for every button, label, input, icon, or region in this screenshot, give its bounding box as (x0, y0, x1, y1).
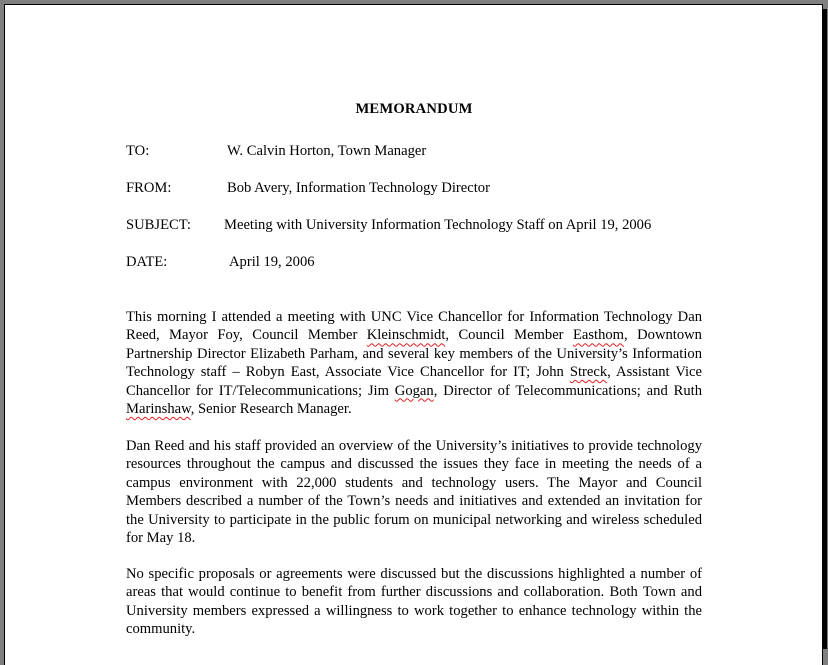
to-value: W. Calvin Horton, Town Manager (227, 143, 427, 159)
spell-flagged-word[interactable]: Kleinschmidt (366, 327, 446, 344)
date-value: April 19, 2006 (229, 254, 315, 270)
to-label: TO: (126, 143, 150, 159)
document-page[interactable] (4, 4, 823, 665)
spell-flagged-word[interactable]: Easthom (572, 327, 625, 344)
paragraph-1: This morning I attended a meeting with UNC Vice Chancellor for Information Technology Dan Reed, Mayor Foy, Council Member Kleinschmidt, Council Member Easthom, Downtown Partnership Director Elizabeth Parham, and several key members of the University’s Information Technology staff – Robyn East, Associate Vice Chancellor for IT; John Streck, Assistant Vice Chancellor for IT/Telecommunications; Jim Gogan, Director of Telecommunications; and Ruth Marinshaw, Senior Research Manager. (126, 309, 702, 418)
date-label: DATE: (126, 254, 168, 270)
spell-flagged-word[interactable]: Marinshaw (126, 401, 191, 418)
spell-flagged-word[interactable]: Gogan (394, 382, 434, 399)
paragraph-3: No specific proposals or agreements were discussed but the discussions highlighted a number of areas that would continue to benefit from further discussions and collaboration. Both Town and University members expressed a willingness to work together to enhance technology within the community. (126, 566, 702, 638)
from-label: FROM: (126, 180, 172, 196)
paragraph-2: Dan Reed and his staff provided an overview of the University’s initiatives to provide technology resources throughout the campus and discussed the issues they face in meeting the needs of a campus environment with 22,000 students and technology users. The Mayor and Council Members described a number of the Town’s needs and initiatives and extended an invitation for the University to participate in the public forum on municipal networking and wireless scheduled for May 18. (126, 438, 702, 547)
memo-title: MEMORANDUM (355, 101, 473, 117)
spell-flagged-word[interactable]: Streck (569, 364, 608, 381)
from-value: Bob Avery, Information Technology Director (227, 180, 490, 196)
page-shadow (822, 9, 827, 649)
subject-label: SUBJECT: (126, 217, 191, 233)
subject-value: Meeting with University Information Technology Staff on April 19, 2006 (224, 217, 652, 233)
